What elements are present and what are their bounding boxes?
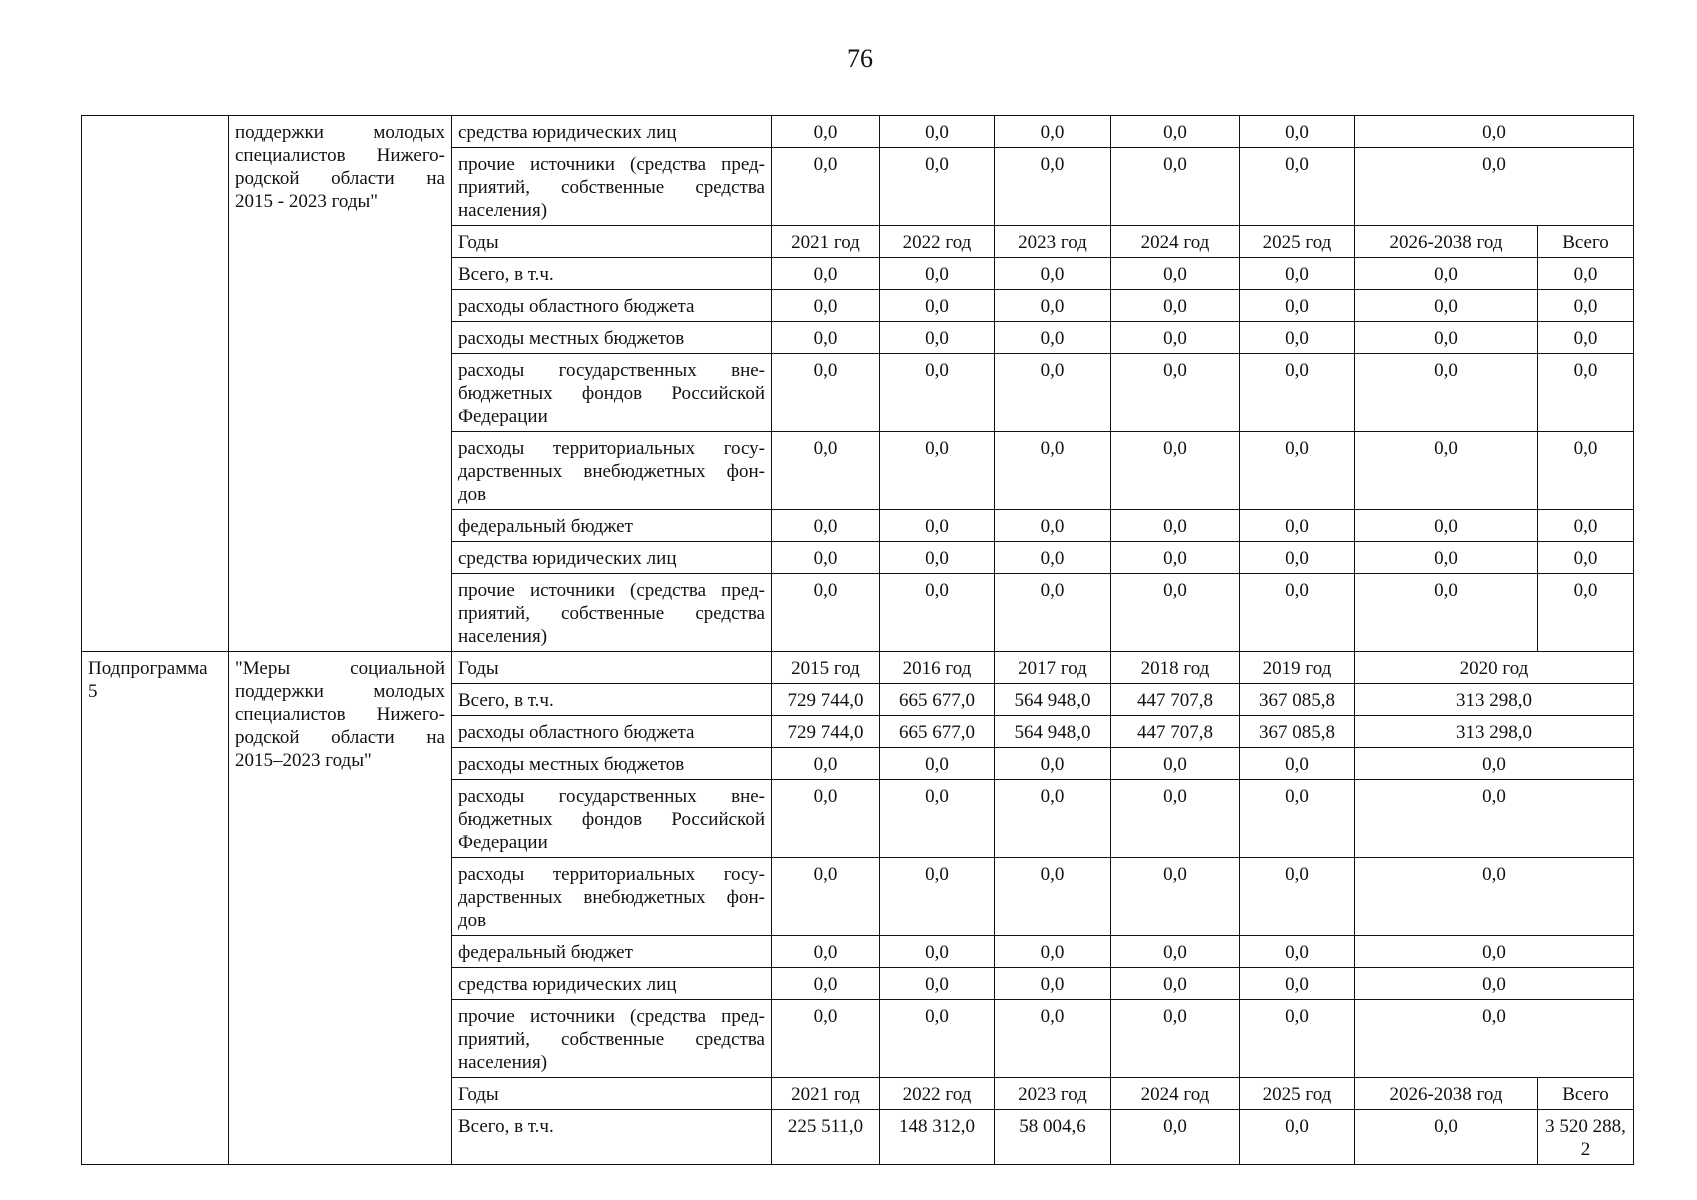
row-label-line: расходы государственных вне- <box>458 360 765 381</box>
value-cell: 0,0 <box>880 858 995 936</box>
value-cell: 0,0 <box>1355 780 1634 858</box>
row-label-line: расходы территориальных госу- <box>458 438 765 459</box>
years-label: Годы <box>452 226 772 258</box>
value-cell: 0,0 <box>1240 116 1355 148</box>
row-label-line: Федерации <box>458 832 548 853</box>
value-cell: 0,0 <box>772 510 880 542</box>
value-cell: 0,0 <box>1240 968 1355 1000</box>
value-cell: 0,0 <box>1538 574 1634 652</box>
year-header-cell: 2021 год <box>772 1078 880 1110</box>
program-name-cell-line: поддержки молодых <box>235 681 445 702</box>
row-label: средства юридических лиц <box>452 542 772 574</box>
year-header-cell: 2026-2038 год <box>1355 226 1538 258</box>
value-cell: 0,0 <box>995 936 1111 968</box>
value-cell: 0,0 <box>995 1000 1111 1078</box>
program-name-cell-line: специалистов Нижего- <box>235 704 445 725</box>
value-cell: 0,0 <box>1111 780 1240 858</box>
row-label: расходы местных бюджетов <box>452 748 772 780</box>
value-cell: 0,0 <box>772 432 880 510</box>
row-label-line: дов <box>458 910 487 931</box>
value-cell: 0,0 <box>1355 1000 1634 1078</box>
row-label <box>452 148 772 226</box>
row-label-line: бюджетных фондов Российской <box>458 383 765 404</box>
row-label-line: расходы территориальных госу- <box>458 864 765 885</box>
year-header-cell: 2020 год <box>1355 652 1634 684</box>
row-label <box>452 780 772 858</box>
value-cell: 0,0 <box>1538 354 1634 432</box>
value-cell: 0,0 <box>1240 258 1355 290</box>
row-label <box>452 1000 772 1078</box>
value-cell: 0,0 <box>995 116 1111 148</box>
value-cell: 0,0 <box>1240 322 1355 354</box>
value-cell: 0,0 <box>1538 322 1634 354</box>
value-cell: 0,0 <box>1355 510 1538 542</box>
value-cell: 0,0 <box>880 258 995 290</box>
value-cell: 0,0 <box>1538 542 1634 574</box>
years-label: Годы <box>452 652 772 684</box>
row-label-line: населения) <box>458 200 548 221</box>
value-cell: 0,0 <box>1355 148 1634 226</box>
value-cell: 367 085,8 <box>1240 684 1355 716</box>
program-name-cell-line: 2015–2023 годы" <box>235 750 372 771</box>
value-cell: 564 948,0 <box>995 684 1111 716</box>
row-label-line: дарственных внебюджетных фон- <box>458 461 765 482</box>
row-label-line: населения) <box>458 626 548 647</box>
value-cell: 0,0 <box>880 148 995 226</box>
row-label: расходы областного бюджета <box>452 290 772 322</box>
value-cell: 148 312,0 <box>880 1110 995 1165</box>
value-cell: 0,0 <box>880 748 995 780</box>
value-cell: 0,0 <box>1355 432 1538 510</box>
value-cell: 0,0 <box>1111 116 1240 148</box>
value-cell: 0,0 <box>1111 1000 1240 1078</box>
years-label: Годы <box>452 1078 772 1110</box>
value-cell: 0,0 <box>880 354 995 432</box>
value-cell: 0,0 <box>995 858 1111 936</box>
page-number: 76 <box>847 44 873 73</box>
program-name-cell-line: "Меры социальной <box>235 658 445 679</box>
value-cell: 0,0 <box>1111 542 1240 574</box>
row-label-line: дарственных внебюджетных фон- <box>458 887 765 908</box>
value-cell: 0,0 <box>1111 148 1240 226</box>
value-cell: 0,0 <box>1240 148 1355 226</box>
subprogram-cell-line: 5 <box>88 681 98 702</box>
subprogram-cell-empty <box>82 116 229 652</box>
year-header-cell: 2023 год <box>995 1078 1111 1110</box>
value-cell: 0,0 <box>1111 322 1240 354</box>
value-cell: 0,0 <box>1111 748 1240 780</box>
value-cell: 0,0 <box>1355 258 1538 290</box>
value-cell: 0,0 <box>772 354 880 432</box>
year-header-cell: 2023 год <box>995 226 1111 258</box>
row-label <box>452 574 772 652</box>
value-cell: 0,0 <box>772 258 880 290</box>
row-label <box>452 354 772 432</box>
value-cell: 0,0 <box>1355 290 1538 322</box>
program-name-cell-line: родской области на <box>235 727 445 748</box>
row-label: расходы областного бюджета <box>452 716 772 748</box>
value-cell: 0,0 <box>772 542 880 574</box>
value-cell: 0,0 <box>880 116 995 148</box>
value-cell: 0,0 <box>772 858 880 936</box>
row-label: средства юридических лиц <box>452 116 772 148</box>
year-header-cell: 2015 год <box>772 652 880 684</box>
value-cell: 0,0 <box>1240 510 1355 542</box>
program-name-cell-line: родской области на <box>235 168 445 189</box>
value-cell: 0,0 <box>772 1000 880 1078</box>
year-header-cell: 2018 год <box>1111 652 1240 684</box>
value-cell: 313 298,0 <box>1355 684 1634 716</box>
value-cell: 0,0 <box>880 542 995 574</box>
value-cell: 0,0 <box>1240 936 1355 968</box>
value-cell: 0,0 <box>995 322 1111 354</box>
value-cell: 0,0 <box>1240 574 1355 652</box>
value-cell: 367 085,8 <box>1240 716 1355 748</box>
value-cell: 0,0 <box>772 936 880 968</box>
value-cell: 0,0 <box>880 1000 995 1078</box>
row-label-line: прочие источники (средства пред- <box>458 154 765 175</box>
total-cell <box>1538 1110 1634 1165</box>
value-cell: 0,0 <box>772 116 880 148</box>
row-label: расходы местных бюджетов <box>452 322 772 354</box>
value-cell: 729 744,0 <box>772 716 880 748</box>
value-cell: 0,0 <box>772 574 880 652</box>
value-cell: 0,0 <box>1111 968 1240 1000</box>
value-cell: 0,0 <box>995 354 1111 432</box>
value-cell: 0,0 <box>880 936 995 968</box>
value-cell: 0,0 <box>1240 1000 1355 1078</box>
value-cell: 447 707,8 <box>1111 716 1240 748</box>
value-cell: 225 511,0 <box>772 1110 880 1165</box>
year-header-cell: Всего <box>1538 1078 1634 1110</box>
value-cell: 0,0 <box>1240 290 1355 322</box>
value-cell: 0,0 <box>995 258 1111 290</box>
subprogram-cell-line: Подпрограмма <box>88 658 208 679</box>
value-cell: 0,0 <box>995 542 1111 574</box>
value-cell: 0,0 <box>995 510 1111 542</box>
year-header-cell: 2022 год <box>880 226 995 258</box>
value-cell: 0,0 <box>880 780 995 858</box>
value-cell: 0,0 <box>1111 432 1240 510</box>
value-cell: 0,0 <box>1111 858 1240 936</box>
row-label-line: приятий, собственные средства <box>458 1029 765 1050</box>
year-header-cell: 2025 год <box>1240 226 1355 258</box>
value-cell: 0,0 <box>772 290 880 322</box>
value-cell: 0,0 <box>880 322 995 354</box>
value-cell: 0,0 <box>1538 432 1634 510</box>
row-label-line: прочие источники (средства пред- <box>458 1006 765 1027</box>
value-cell: 0,0 <box>1111 258 1240 290</box>
value-cell: 729 744,0 <box>772 684 880 716</box>
value-cell: 0,0 <box>880 968 995 1000</box>
value-cell: 0,0 <box>1240 1110 1355 1165</box>
row-label-line: прочие источники (средства пред- <box>458 580 765 601</box>
value-cell: 0,0 <box>1355 354 1538 432</box>
row-label: Всего, в т.ч. <box>452 1110 772 1165</box>
value-cell: 0,0 <box>772 322 880 354</box>
value-cell: 0,0 <box>1111 1110 1240 1165</box>
value-cell: 313 298,0 <box>1355 716 1634 748</box>
value-cell: 0,0 <box>995 432 1111 510</box>
value-cell: 665 677,0 <box>880 684 995 716</box>
total-line: 3 520 288, <box>1545 1116 1626 1137</box>
value-cell: 0,0 <box>1355 574 1538 652</box>
year-header-cell: 2016 год <box>880 652 995 684</box>
value-cell: 0,0 <box>1355 116 1634 148</box>
value-cell: 0,0 <box>772 748 880 780</box>
value-cell: 0,0 <box>772 148 880 226</box>
program-name-cell-line: специалистов Нижего- <box>235 145 445 166</box>
value-cell: 0,0 <box>995 290 1111 322</box>
value-cell: 0,0 <box>995 968 1111 1000</box>
value-cell: 0,0 <box>1355 542 1538 574</box>
row-label-line: Федерации <box>458 406 548 427</box>
value-cell: 0,0 <box>995 748 1111 780</box>
year-header-cell: 2026-2038 год <box>1355 1078 1538 1110</box>
value-cell: 58 004,6 <box>995 1110 1111 1165</box>
value-cell: 0,0 <box>1538 290 1634 322</box>
years-header-row <box>82 652 1634 684</box>
value-cell: 0,0 <box>1240 354 1355 432</box>
table-row <box>82 116 1634 148</box>
value-cell: 0,0 <box>1111 510 1240 542</box>
row-label-line: населения) <box>458 1052 548 1073</box>
value-cell: 0,0 <box>1355 936 1634 968</box>
value-cell: 0,0 <box>880 290 995 322</box>
value-cell: 0,0 <box>1240 748 1355 780</box>
value-cell: 0,0 <box>995 148 1111 226</box>
program-name-cell-line: 2015 - 2023 годы" <box>235 191 379 212</box>
year-header-cell: 2019 год <box>1240 652 1355 684</box>
value-cell: 0,0 <box>1240 780 1355 858</box>
row-label: средства юридических лиц <box>452 968 772 1000</box>
row-label-line: приятий, собственные средства <box>458 177 765 198</box>
program-name-cell <box>229 652 452 1165</box>
value-cell: 0,0 <box>1538 258 1634 290</box>
value-cell: 0,0 <box>1111 574 1240 652</box>
row-label: Всего, в т.ч. <box>452 684 772 716</box>
value-cell: 0,0 <box>995 780 1111 858</box>
value-cell: 0,0 <box>995 574 1111 652</box>
value-cell: 0,0 <box>1538 510 1634 542</box>
value-cell: 0,0 <box>1111 936 1240 968</box>
row-label-line: расходы государственных вне- <box>458 786 765 807</box>
total-line: 2 <box>1580 1139 1591 1160</box>
row-label: Всего, в т.ч. <box>452 258 772 290</box>
row-label <box>452 432 772 510</box>
value-cell: 0,0 <box>1240 542 1355 574</box>
year-header-cell: 2021 год <box>772 226 880 258</box>
year-header-cell: 2025 год <box>1240 1078 1355 1110</box>
value-cell: 0,0 <box>1240 432 1355 510</box>
value-cell: 447 707,8 <box>1111 684 1240 716</box>
year-header-cell: 2024 год <box>1111 226 1240 258</box>
value-cell: 0,0 <box>880 574 995 652</box>
row-label-line: бюджетных фондов Российской <box>458 809 765 830</box>
value-cell: 0,0 <box>1355 968 1634 1000</box>
budget-table <box>81 115 1634 1165</box>
value-cell: 0,0 <box>1355 858 1634 936</box>
value-cell: 0,0 <box>1111 290 1240 322</box>
row-label-line: приятий, собственные средства <box>458 603 765 624</box>
year-header-cell: 2022 год <box>880 1078 995 1110</box>
row-label <box>452 858 772 936</box>
value-cell: 0,0 <box>1355 322 1538 354</box>
value-cell: 564 948,0 <box>995 716 1111 748</box>
program-name-cell-line: поддержки молодых <box>235 122 445 143</box>
year-header-cell: 2017 год <box>995 652 1111 684</box>
value-cell: 0,0 <box>1355 1110 1538 1165</box>
program-name-cell <box>229 116 452 652</box>
value-cell: 0,0 <box>772 780 880 858</box>
row-label: федеральный бюджет <box>452 510 772 542</box>
value-cell: 0,0 <box>772 968 880 1000</box>
value-cell: 0,0 <box>1240 858 1355 936</box>
value-cell: 665 677,0 <box>880 716 995 748</box>
value-cell: 0,0 <box>1355 748 1634 780</box>
value-cell: 0,0 <box>880 432 995 510</box>
subprogram-cell <box>82 652 229 1165</box>
year-header-cell: Всего <box>1538 226 1634 258</box>
row-label: федеральный бюджет <box>452 936 772 968</box>
value-cell: 0,0 <box>880 510 995 542</box>
row-label-line: дов <box>458 484 487 505</box>
year-header-cell: 2024 год <box>1111 1078 1240 1110</box>
value-cell: 0,0 <box>1111 354 1240 432</box>
